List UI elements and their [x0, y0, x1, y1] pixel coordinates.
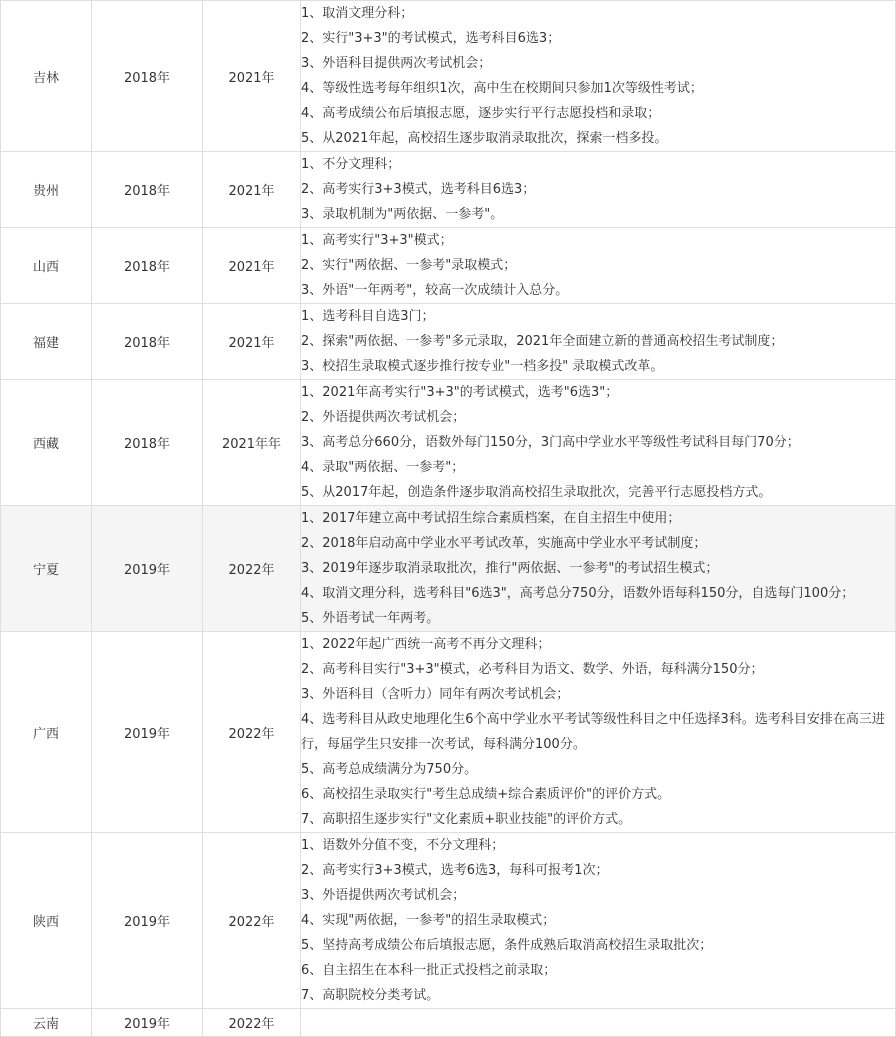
impl-year-cell: 2021年年	[203, 380, 301, 506]
detail-line: 4、取消文理分科，选考科目"6选3"，高考总分750分，语数外语每科150分，自选每门100分；	[301, 586, 855, 601]
details-cell	[301, 833, 896, 1009]
detail-line: 7、高职招生逐步实行"文化素质+职业技能"的评价方式。	[301, 812, 632, 827]
detail-line: 6、高校招生录取实行"考生总成绩+综合素质评价"的评价方式。	[301, 787, 671, 802]
impl-year-cell: 2021年	[203, 152, 301, 228]
details-cell	[301, 152, 896, 228]
start-year-cell: 2018年	[92, 1, 203, 152]
detail-line: 4、选考科目从政史地理化生6个高中学业水平考试等级性科目之中任选择3科。选考科目安排在高三进	[301, 712, 885, 727]
detail-line: 5、从2021年起，高校招生逐步取消录取批次，探索一档多投。	[301, 131, 668, 146]
detail-line: 3、外语提供两次考试机会；	[301, 888, 466, 903]
detail-line: 3、校招生录取模式逐步推行按专业"一档多投" 录取模式改革。	[301, 359, 664, 374]
province-cell: 吉林	[1, 1, 92, 152]
detail-line: 2、实行"两依据、一参考"录取模式；	[301, 258, 517, 273]
detail-line: 2、外语提供两次考试机会；	[301, 410, 466, 425]
detail-line: 3、2019年逐步取消录取批次，推行"两依据、一参考"的考试招生模式；	[301, 561, 719, 576]
detail-line: 2、探索"两依据、一参考"多元录取，2021年全面建立新的普通高校招生考试制度；	[301, 334, 784, 349]
province-cell: 广西	[1, 632, 92, 833]
detail-line: 4、录取"两依据、一参考"；	[301, 460, 465, 475]
details-cell	[301, 1009, 896, 1037]
detail-line: 3、外语"一年两考"，较高一次成绩计入总分。	[301, 283, 569, 298]
detail-line: 4、高考成绩公布后填报志愿，逐步实行平行志愿投档和录取；	[301, 106, 661, 121]
province-cell: 福建	[1, 304, 92, 380]
detail-line: 2、高考实行3+3模式，选考6选3，每科可报考1次；	[301, 863, 609, 878]
detail-line: 1、2017年建立高中考试招生综合素质档案，在自主招生中使用；	[301, 511, 681, 526]
impl-year-cell: 2022年	[203, 1009, 301, 1037]
table-row	[1, 152, 896, 228]
impl-year-cell: 2022年	[203, 833, 301, 1009]
start-year-cell: 2019年	[92, 632, 203, 833]
province-cell: 贵州	[1, 152, 92, 228]
province-cell: 西藏	[1, 380, 92, 506]
detail-line: 1、2022年起广西统一高考不再分文理科；	[301, 637, 551, 652]
start-year-cell: 2019年	[92, 1009, 203, 1037]
detail-line: 3、外语科目（含听力）同年有两次考试机会；	[301, 687, 570, 702]
detail-line: 1、选考科目自选3门；	[301, 309, 435, 324]
detail-line: 6、自主招生在本科一批正式投档之前录取；	[301, 963, 557, 978]
table-row	[1, 380, 896, 506]
province-cell: 云南	[1, 1009, 92, 1037]
table-row	[1, 632, 896, 833]
province-cell: 山西	[1, 228, 92, 304]
impl-year-cell: 2022年	[203, 632, 301, 833]
impl-year-cell: 2021年	[203, 1, 301, 152]
impl-year-cell: 2021年	[203, 304, 301, 380]
detail-line: 3、录取机制为"两依据、一参考"。	[301, 207, 504, 222]
detail-line: 7、高职院校分类考试。	[301, 988, 440, 1003]
detail-line: 1、不分文理科；	[301, 157, 401, 172]
details-cell	[301, 304, 896, 380]
detail-line: 2、高考实行3+3模式，选考科目6选3；	[301, 182, 536, 197]
detail-line: 4、等级性选考每年组织1次，高中生在校期间只参加1次等级性考试；	[301, 81, 703, 96]
table-row	[1, 833, 896, 1009]
start-year-cell: 2018年	[92, 228, 203, 304]
detail-line: 5、高考总成绩满分为750分。	[301, 762, 478, 777]
start-year-cell: 2018年	[92, 152, 203, 228]
detail-line: 行，每届学生只安排一次考试，每科满分100分。	[301, 737, 586, 752]
detail-line: 2、2018年启动高中学业水平考试改革，实施高中学业水平考试制度；	[301, 536, 707, 551]
table-row	[1, 506, 896, 632]
province-cell: 宁夏	[1, 506, 92, 632]
detail-line: 5、坚持高考成绩公布后填报志愿，条件成熟后取消高校招生录取批次；	[301, 938, 713, 953]
detail-line: 2、实行"3+3"的考试模式，选考科目6选3；	[301, 31, 561, 46]
start-year-cell: 2018年	[92, 380, 203, 506]
details-cell	[301, 1, 896, 152]
start-year-cell: 2019年	[92, 506, 203, 632]
start-year-cell: 2018年	[92, 304, 203, 380]
table-row	[1, 304, 896, 380]
table-row	[1, 1009, 896, 1037]
details-cell	[301, 632, 896, 833]
detail-line: 3、外语科目提供两次考试机会；	[301, 56, 492, 71]
details-cell	[301, 506, 896, 632]
details-cell	[301, 228, 896, 304]
detail-line: 1、2021年高考实行"3+3"的考试模式，选考"6选3"；	[301, 385, 619, 400]
province-cell: 陕西	[1, 833, 92, 1009]
detail-line: 3、高考总分660分，语数外每门150分，3门高中学业水平等级性考试科目每门70分；	[301, 435, 800, 450]
details-cell	[301, 380, 896, 506]
detail-line: 1、高考实行"3+3"模式；	[301, 233, 453, 248]
impl-year-cell: 2022年	[203, 506, 301, 632]
start-year-cell: 2019年	[92, 833, 203, 1009]
detail-line: 5、从2017年起，创造条件逐步取消高校招生录取批次，完善平行志愿投档方式。	[301, 485, 772, 500]
impl-year-cell: 2021年	[203, 228, 301, 304]
table-row	[1, 228, 896, 304]
detail-line: 1、取消文理分科；	[301, 6, 414, 21]
detail-line: 1、语数外分值不变，不分文理科；	[301, 838, 505, 853]
table-row	[1, 1, 896, 152]
detail-line: 2、高考科目实行"3+3"模式，必考科目为语文、数学、外语，每科满分150分；	[301, 662, 764, 677]
detail-line: 5、外语考试一年两考。	[301, 611, 440, 626]
detail-line: 4、实现"两依据，一参考"的招生录取模式；	[301, 913, 556, 928]
